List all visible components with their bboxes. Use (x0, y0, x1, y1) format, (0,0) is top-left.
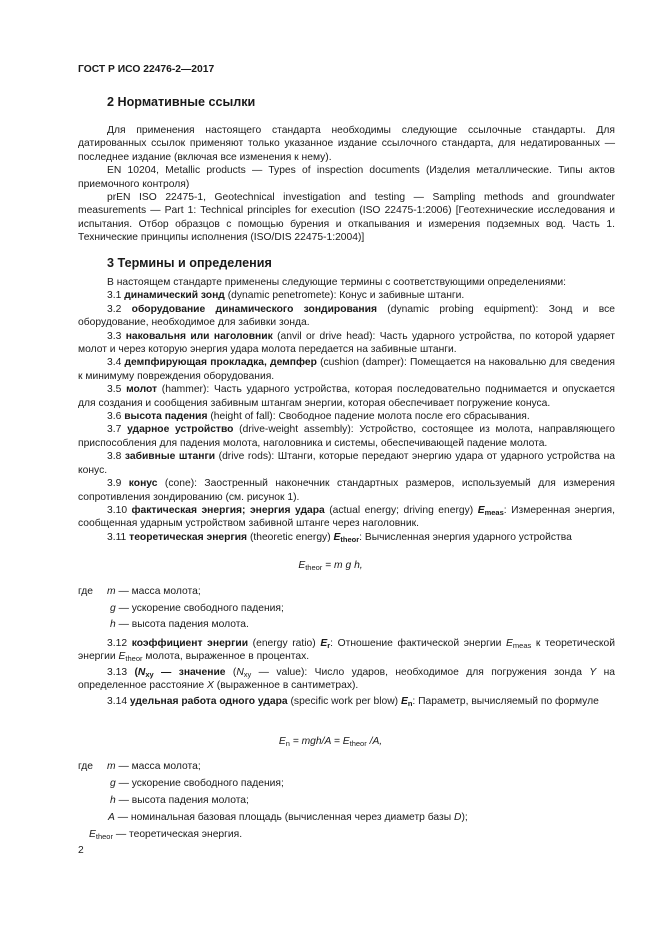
where-item: A — номинальная базовая площадь (вычисленная через диаметр базы D); (108, 812, 468, 823)
where-item: h — высота падения молота. (110, 619, 249, 630)
where-item: m — масса молота; (107, 586, 201, 597)
term-3-10: 3.10 фактическая энергия; энергия удара (actual energy; driving energy) $E_{meas}$: Измеренная энергия, сообщенная ударным устройством забивной штанге через наголовник. (78, 504, 615, 530)
section-2-title: 2 Нормативные ссылки (107, 95, 256, 109)
reference-pren-iso-22475-1: prEN ISO 22475-1, Geotechnical investigation and testing — Sampling methods and groundwater measurements — Part 1: Technical principles for execution (ISO 22475-1:2006) [Геотехнические исследования и испытания. Отбор образцов с помощью бурения и откапывания и измерения подземных вод. Часть 1. Технические принципы исполнения (ISO/DIS 22475-1:2004)] (78, 192, 615, 244)
term-3-1: 3.1 динамический зонд (dynamic penetromete): Конус и забивные штанги. (107, 290, 465, 302)
term-3-8: 3.8 забивные штанги (drive rods): Штанги, которые передают энергию удара от ударного устройства на конус. (78, 451, 615, 476)
section-2-body (78, 124, 615, 245)
where-label: где (78, 761, 94, 772)
where-item: h — высота падения молота; (110, 795, 249, 806)
section-2-intro: Для применения настоящего стандарта необходимы следующие ссылочные стандарты. Для датированных ссылок применяют только указанное издание ссылочного стандарта, для недатированных — последнее издание (включая все изменения к нему). (78, 125, 615, 163)
term-3-3: 3.3 наковальня или наголовник (anvil or drive head): Часть ударного устройства, по которой ударяет молот и через которую энергия удара молота передается на забивные штанги. (78, 330, 615, 356)
term-3-12: 3.12 коэффициент энергии (energy ratio) $E_r$: Отношение фактической энергии $E_{meas}$ к теоретической энергии $E_{theor}$ молота, выраженное в процентах. (78, 638, 615, 664)
term-3-6: 3.6 высота падения (height of fall): Свободное падение молота после его сбрасывания. (107, 411, 530, 423)
term-3-14: 3.14 удельная работа одного удара (specific work per blow) $E_n$: Параметр, вычисляемый по формуле (107, 695, 599, 708)
section-3-body-continued (78, 637, 615, 708)
section-3-title: 3 Термины и определения (107, 256, 272, 270)
term-3-9: 3.9 конус (cone): Заостренный наконечник стандартных размеров, используемый для измерения сопротивления зондированию (см. рисунок 1). (78, 478, 615, 503)
section-3-body (78, 276, 615, 544)
where-item: m — масса молота; (107, 761, 201, 772)
term-3-5: 3.5 молот (hammer): Часть ударного устройства, которая последовательно поднимается и опускается для создания и сообщения забивным штангам энергии, которая обеспечивает погружение конуса. (78, 384, 615, 409)
formula-e-n: $E_n = mgh/A = E_{theor}$ /A, (278, 736, 383, 748)
where-item: $E_{theor}$ — теоретическая энергия. (89, 829, 243, 841)
section-3-intro: В настоящем стандарте применены следующие термины с соответствующими определениями: (107, 277, 567, 288)
term-3-13: 3.13 ($N_{xy}$ — значение ($N_{xy}$ — value): Число ударов, необходимое для погружения зонда Y на определенное расстояние X (выраженное в сантиметрах). (78, 666, 615, 692)
where-item: g — ускорение свободного падения; (110, 778, 284, 789)
document-header: ГОСТ Р ИСО 22476-2—2017 (78, 64, 215, 75)
term-3-2: 3.2 оборудование динамического зондирования (dynamic probing equipment): Зонд и все оборудование, необходимое для забивки зонда. (78, 303, 615, 329)
where-label: где (78, 586, 94, 597)
term-3-4: 3.4 демпфирующая прокладка, демпфер (cushion (damper): Помещается на наковальню для сведения к минимуму повреждения оборудования. (78, 357, 615, 382)
page-number: 2 (78, 845, 84, 856)
term-3-11: 3.11 теоретическая энергия (theoretic energy) $E_{theor}$: Вычисленная энергия ударного устройства (107, 531, 572, 544)
where-item: g — ускорение свободного падения; (110, 603, 284, 614)
formula-e-theor: $E_{theor} = m$ g h, (298, 560, 363, 572)
reference-en-10204: EN 10204, Metallic products — Types of inspection documents (Изделия металлические. Типы актов приемочного контроля) (78, 165, 615, 190)
term-3-7: 3.7 ударное устройство (drive-weight assembly): Устройство, состоящее из молота, направляющего приспособления для падения молота, наголовника и системы, обеспечивающей падение молота. (78, 424, 615, 449)
